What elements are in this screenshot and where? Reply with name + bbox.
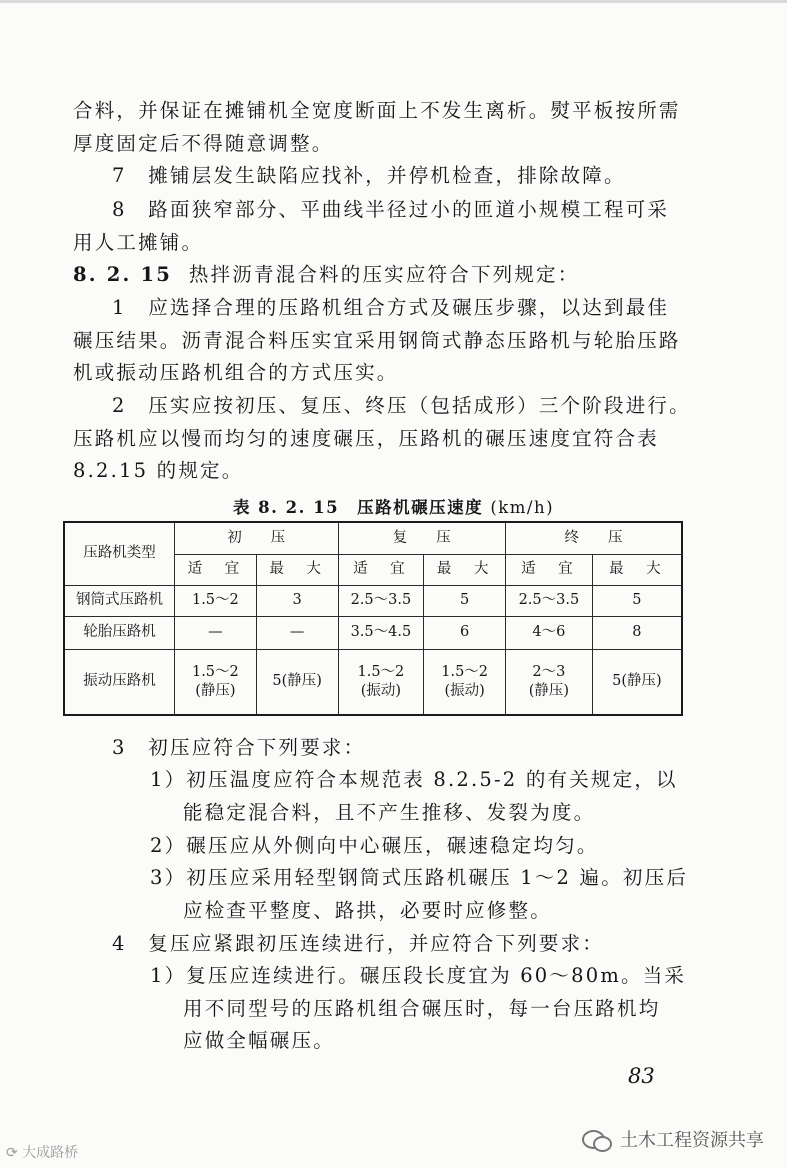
text-line: 应做全幅碾压。	[183, 1029, 335, 1052]
table-cell: 3	[256, 585, 338, 616]
watermark-right-text: 土木工程资源共享	[620, 1130, 764, 1151]
table-cell: 4～6	[506, 616, 593, 649]
text-line: 能稳定混合料，且不产生推移、发裂为度。	[183, 801, 596, 824]
header-second: 复 压	[338, 522, 506, 554]
header-initial: 初 压	[174, 522, 338, 554]
table-caption	[0, 494, 787, 518]
speed-table	[63, 521, 683, 716]
table-cell: —	[256, 616, 338, 649]
table-cell: 5	[424, 585, 506, 616]
cell-note: (振动)	[444, 682, 485, 699]
text-line: 4 复压应紧跟初压连续进行，并应符合下列要求：	[112, 932, 605, 955]
clause-number: 8. 2. 15	[73, 263, 173, 286]
table-cell: 2.5～3.5	[338, 585, 424, 616]
table-cell: 2.5～3.5	[506, 585, 593, 616]
table-cell	[174, 649, 256, 715]
table-cell: 5	[592, 585, 682, 616]
table-header-row	[64, 522, 682, 554]
text-line: 用不同型号的压路机组合碾压时，每一台压路机均	[183, 997, 661, 1020]
subheader-suitable: 适 宜	[506, 554, 593, 585]
text-line: 3）初压应采用轻型钢筒式压路机碾压 1～2 遍。初压后	[150, 866, 689, 889]
text-line: 合料，并保证在摊铺机全宽度断面上不发生离析。熨平板按所需	[73, 99, 681, 122]
table-row	[64, 649, 682, 715]
table-cell: —	[174, 616, 256, 649]
row-label: 轮胎压路机	[64, 616, 174, 649]
watermark-left	[6, 1142, 78, 1162]
watermark-right	[582, 1126, 764, 1152]
table-cell: 3.5～4.5	[338, 616, 424, 649]
text-line: 厚度固定后不得随意调整。	[73, 132, 334, 155]
row-label: 振动压路机	[64, 649, 174, 715]
cell-note: (振动)	[360, 682, 402, 699]
subheader-max: 最 大	[256, 554, 338, 585]
table-caption-title: 表 8. 2. 15 压路机碾压速度	[232, 498, 484, 517]
cell-note: (静压)	[195, 682, 236, 699]
text-line: 1）初压温度应符合本规范表 8.2.5-2 的有关规定，以	[150, 768, 678, 791]
table-row	[64, 585, 682, 616]
text-line: 3 初压应符合下列要求：	[112, 736, 366, 759]
table-cell: 5(静压)	[592, 649, 682, 715]
header-type: 压路机类型	[64, 522, 174, 585]
text-line: 1 应选择合理的压路机组合方式及碾压步骤，以达到最佳	[112, 296, 670, 319]
table-caption-unit: (km/h)	[490, 498, 555, 517]
text-line: 机或振动压路机组合的方式压实。	[73, 361, 399, 384]
wechat-icon	[582, 1128, 612, 1150]
table-row	[64, 616, 682, 649]
header-final: 终 压	[506, 522, 682, 554]
table-cell: 1.5～2	[174, 585, 256, 616]
text-line: 1）复压应连续进行。碾压段长度宜为 60～80m。当采	[150, 964, 687, 987]
text-line: 应检查平整度、路拱，必要时应修整。	[183, 899, 552, 922]
text-line: 8.2.15 的规定。	[73, 459, 244, 482]
table-cell	[424, 649, 506, 715]
cell-note: (静压)	[528, 682, 570, 699]
cell-value: 1.5～2	[357, 663, 405, 680]
text-line: 8 路面狭窄部分、平曲线半径过小的匝道小规模工程可采	[112, 198, 670, 221]
subheader-max: 最 大	[424, 554, 506, 585]
page-number: 83	[628, 1064, 655, 1088]
subheader-suitable: 适 宜	[174, 554, 256, 585]
table-cell	[338, 649, 424, 715]
table-cell: 6	[424, 616, 506, 649]
cell-value: 1.5～2	[441, 663, 489, 680]
table-cell	[506, 649, 593, 715]
text-line: 碾压结果。沥青混合料压实宜采用钢筒式静态压路机与轮胎压路	[73, 329, 681, 352]
text-line: 压路机应以慢而均匀的速度碾压，压路机的碾压速度宜符合表	[73, 427, 659, 450]
cell-value: 2～3	[532, 663, 566, 680]
text-line: 用人工摊铺。	[73, 231, 204, 254]
watermark-left-text: 大成路桥	[22, 1145, 79, 1161]
subheader-suitable: 适 宜	[338, 554, 424, 585]
cell-value: 1.5～2	[191, 663, 239, 680]
row-label: 钢筒式压路机	[64, 585, 174, 616]
clause-title: 热拌沥青混合料的压实应符合下列规定：	[188, 263, 580, 286]
watermark-logo-icon: ⟳	[6, 1145, 18, 1161]
text-line: 2）碾压应从外侧向中心碾压，碾速稳定均匀。	[150, 834, 599, 857]
subheader-max: 最 大	[592, 554, 682, 585]
clause-heading	[73, 259, 579, 291]
text-line: 7 摊铺层发生缺陷应找补，并停机检查，排除故障。	[112, 164, 626, 187]
text-line: 2 压实应按初压、复压、终压（包括成形）三个阶段进行。	[112, 394, 691, 417]
table-cell: 5(静压)	[256, 649, 338, 715]
table-cell: 8	[592, 616, 682, 649]
top-edge-shadow	[0, 0, 787, 3]
